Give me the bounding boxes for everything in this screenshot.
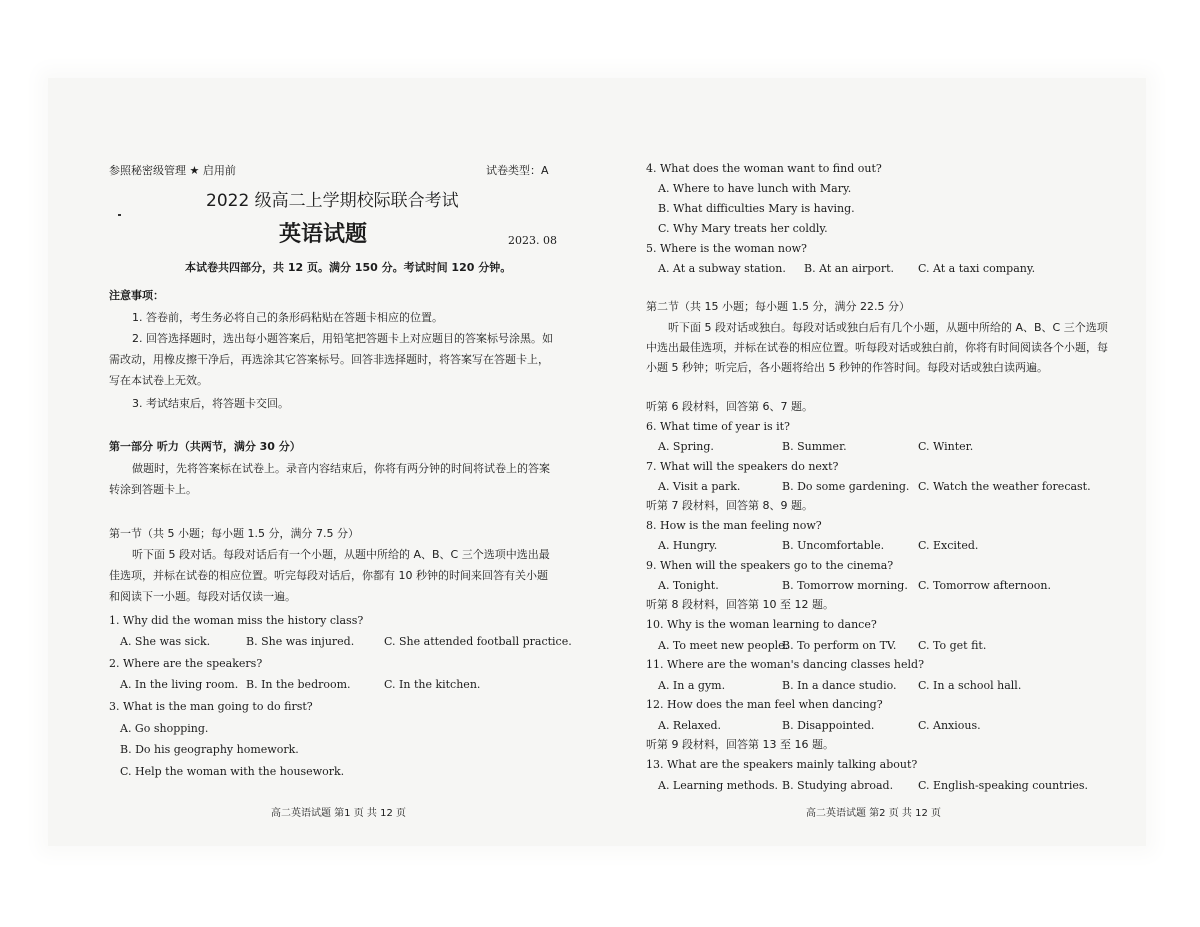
q9-option-c: C. Tomorrow afternoon. [918,579,1051,592]
q1-option-a: A. She was sick. [120,635,211,648]
section2-title: 第二节（共 15 小题；每小题 1.5 分，满分 22.5 分） [646,300,910,313]
part1-title: 第一部分 听力（共两节，满分 30 分） [109,440,301,453]
q8-option-b: B. Uncomfortable. [782,539,885,552]
material-9-heading: 听第 9 段材料，回答第 13 至 16 题。 [646,738,834,751]
q10-option-a: A. To meet new people. [658,639,789,652]
q11-option-c: C. In a school hall. [918,679,1022,692]
q9-option-a: A. Tonight. [658,579,719,592]
q1-option-c: C. She attended football practice. [384,635,572,648]
q10-option-b: B. To perform on TV. [782,639,897,652]
q4-option-a: A. Where to have lunch with Mary. [658,182,852,195]
question-8: 8. How is the man feeling now? [646,519,822,532]
note-3: 3. 考试结束后，将答题卡交回。 [132,397,289,410]
q6-option-c: C. Winter. [918,440,974,453]
q11-option-a: A. In a gym. [658,679,726,692]
section1-title: 第一节（共 5 小题；每小题 1.5 分，满分 7.5 分） [109,527,359,540]
q12-option-a: A. Relaxed. [658,719,722,732]
q2-option-c: C. In the kitchen. [384,678,481,691]
paper-type-label: 试卷类型：A [486,164,549,177]
exam-date: 2023. 08 [508,234,557,247]
q5-option-c: C. At a taxi company. [918,262,1036,275]
page-footer-1: 高二英语试题 第1 页 共 12 页 [271,808,406,819]
q6-option-a: A. Spring. [658,440,714,453]
scan-speck [118,214,121,216]
q1-option-b: B. She was injured. [246,635,355,648]
q7-option-a: A. Visit a park. [658,480,741,493]
question-12: 12. How does the man feel when dancing? [646,698,883,711]
question-3: 3. What is the man going to do first? [109,700,313,713]
question-1: 1. Why did the woman miss the history class? [109,614,364,627]
note-1: 1. 答卷前，考生务必将自己的条形码粘贴在答题卡相应的位置。 [132,311,443,324]
exam-info: 本试卷共四部分，共 12 页。满分 150 分。考试时间 120 分钟。 [185,261,512,274]
exam-page-1 [48,78,596,846]
question-5: 5. Where is the woman now? [646,242,807,255]
question-6: 6. What time of year is it? [646,420,790,433]
part1-instructions: 做题时，先将答案标在试卷上。录音内容结束后，你将有两分钟的时间将试卷上的答案转涂到答题卡上。 [109,462,550,496]
q8-option-c: C. Excited. [918,539,979,552]
q8-option-a: A. Hungry. [658,539,718,552]
page-footer-2: 高二英语试题 第2 页 共 12 页 [806,808,941,819]
exam-title: 2022 级高二上学期校际联合考试 [206,191,459,211]
material-7-heading: 听第 7 段材料，回答第 8、9 题。 [646,499,813,512]
q4-option-b: B. What difficulties Mary is having. [658,202,855,215]
q11-option-b: B. In a dance studio. [782,679,897,692]
confidentiality-header: 参照秘密级管理 ★ 启用前 [109,164,236,177]
exam-page-2 [598,78,1146,846]
question-7: 7. What will the speakers do next? [646,460,839,473]
question-10: 10. Why is the woman learning to dance? [646,618,877,631]
q2-option-b: B. In the bedroom. [246,678,351,691]
q2-option-a: A. In the living room. [120,678,239,691]
notes-title: 注意事项： [109,289,164,302]
q3-option-b: B. Do his geography homework. [120,743,299,756]
q3-option-a: A. Go shopping. [120,722,209,735]
q10-option-c: C. To get fit. [918,639,987,652]
q12-option-c: C. Anxious. [918,719,981,732]
subject-title: 英语试题 [279,222,368,247]
material-8-heading: 听第 8 段材料，回答第 10 至 12 题。 [646,598,834,611]
section2-instructions: 听下面 5 段对话或独白。每段对话或独白后有几个小题，从题中所给的 A、B、C 三个选项中选出最佳选项，并标在试卷的相应位置。听每段对话或独白前，你将有时间阅读各个小题，每小题 5 秒钟；听完后，各小题将给出 5 秒钟的作答时间。每段对话或独白读两遍。 [646,321,1108,374]
q5-option-b: B. At an airport. [804,262,895,275]
q6-option-b: B. Summer. [782,440,847,453]
section1-instructions: 听下面 5 段对话。每段对话后有一个小题，从题中所给的 A、B、C 三个选项中选出最佳选项，并标在试卷的相应位置。听完每段对话后，你都有 10 秒钟的时间来回答有关小题和阅读下一小题。每段对话仅读一遍。 [109,548,550,603]
scanned-exam-spread [48,78,1146,846]
q12-option-b: B. Disappointed. [782,719,875,732]
question-9: 9. When will the speakers go to the cinema? [646,559,894,572]
q4-option-c: C. Why Mary treats her coldly. [658,222,828,235]
q13-option-b: B. Studying abroad. [782,779,894,792]
note-2: 2. 回答选择题时，选出每小题答案后，用铅笔把答题卡上对应题目的答案标号涂黑。如需改动，用橡皮擦干净后，再选涂其它答案标号。回答非选择题时，将答案写在答题卡上，写在本试卷上无效。 [109,332,553,387]
question-11: 11. Where are the woman's dancing classes held? [646,658,924,671]
q3-option-c: C. Help the woman with the housework. [120,765,345,778]
question-4: 4. What does the woman want to find out? [646,162,882,175]
q9-option-b: B. Tomorrow morning. [782,579,908,592]
material-6-heading: 听第 6 段材料，回答第 6、7 题。 [646,400,813,413]
q13-option-a: A. Learning methods. [658,779,779,792]
question-13: 13. What are the speakers mainly talking about? [646,758,918,771]
q13-option-c: C. English-speaking countries. [918,779,1089,792]
q5-option-a: A. At a subway station. [658,262,786,275]
question-2: 2. Where are the speakers? [109,657,263,670]
q7-option-c: C. Watch the weather forecast. [918,480,1091,493]
q7-option-b: B. Do some gardening. [782,480,910,493]
